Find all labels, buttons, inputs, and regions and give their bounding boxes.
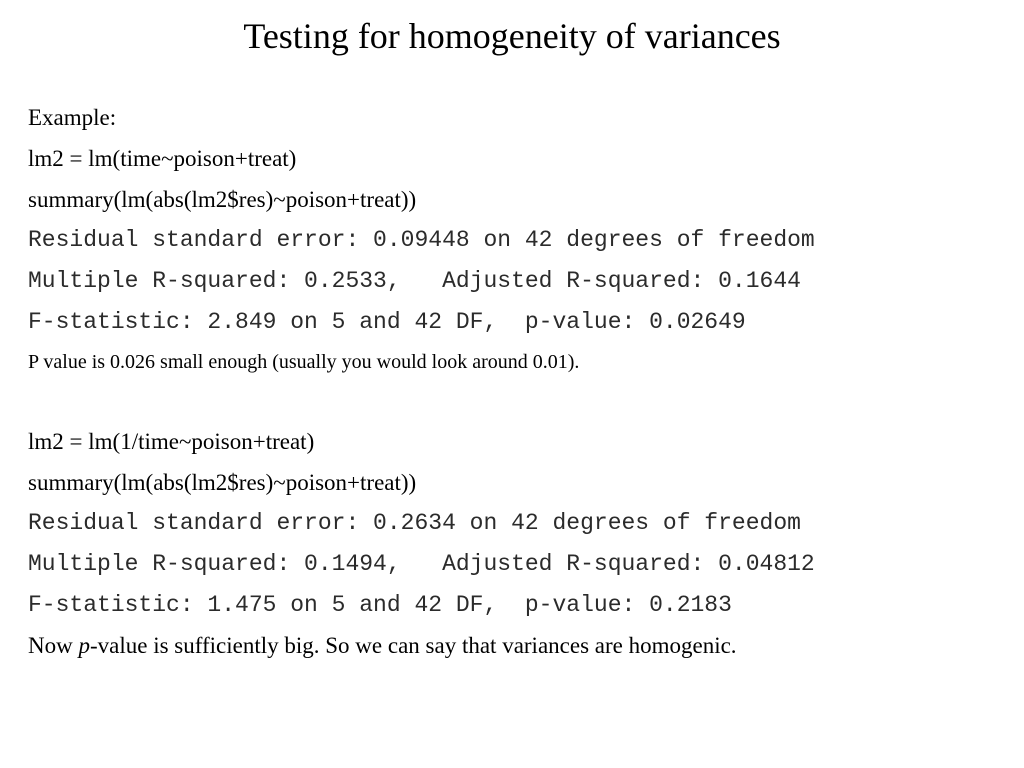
r-command-fit-inverse-time: lm2 = lm(1/time~poison+treat) <box>28 429 315 454</box>
slide-title: Testing for homogeneity of variances <box>243 16 781 56</box>
conclusion-prefix: Now <box>28 633 79 658</box>
output-residual-se-1: Residual standard error: 0.09448 on 42 degrees of freedom <box>28 227 815 253</box>
example-label: Example: <box>28 105 117 130</box>
output-f-statistic-1: F-statistic: 2.849 on 5 and 42 DF, p-value: 0.02649 <box>28 309 746 335</box>
note-p-value: P value is 0.026 small enough (usually you would look around 0.01). <box>28 351 580 373</box>
conclusion-text <box>28 631 737 661</box>
r-command-summary-2: summary(lm(abs(lm2$res)~poison+treat)) <box>28 470 417 495</box>
conclusion-suffix: -value is sufficiently big. So we can say that variances are homogenic. <box>89 633 737 658</box>
r-command-summary-1: summary(lm(abs(lm2$res)~poison+treat)) <box>28 187 417 212</box>
output-f-statistic-2: F-statistic: 1.475 on 5 and 42 DF, p-value: 0.2183 <box>28 592 732 618</box>
r-command-fit-time: lm2 = lm(time~poison+treat) <box>28 146 297 171</box>
conclusion-p-italic: p <box>78 633 90 658</box>
output-r-squared-1: Multiple R-squared: 0.2533, Adjusted R-squared: 0.1644 <box>28 268 801 294</box>
output-r-squared-2: Multiple R-squared: 0.1494, Adjusted R-squared: 0.04812 <box>28 551 815 577</box>
output-residual-se-2: Residual standard error: 0.2634 on 42 degrees of freedom <box>28 510 801 536</box>
